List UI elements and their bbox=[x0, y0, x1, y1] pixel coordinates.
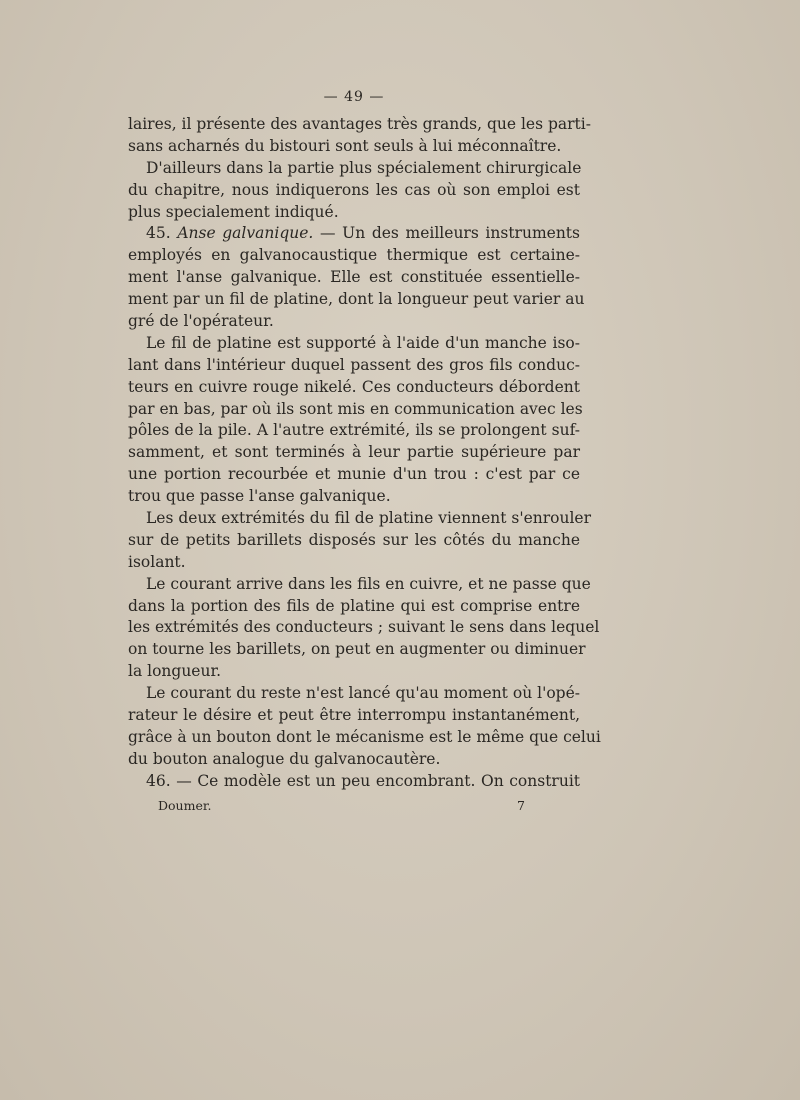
section-text: Ce modèle est un peu encombrant. On construit bbox=[197, 771, 581, 790]
text-line: ment par un fil de platine, dont la longueur peut varier au bbox=[128, 290, 585, 309]
text-line: Le courant arrive dans les fils en cuivre, et ne passe que bbox=[146, 574, 591, 593]
text-line: samment, et sont terminés à leur partie supérieure par bbox=[128, 443, 580, 462]
text-line: plus specialement indiqué. bbox=[128, 202, 339, 221]
text-line: la longueur. bbox=[128, 662, 222, 681]
text-line: par en bas, par où ils sont mis en communication avec les bbox=[128, 399, 583, 418]
text-line: Les deux extrémités du fil de platine viennent s'enrouler bbox=[146, 509, 592, 528]
text-line: lant dans l'intérieur duquel passent des gros fils conduc- bbox=[128, 355, 580, 374]
text-line: du bouton analogue du galvanocautère. bbox=[128, 749, 441, 768]
text-line: D'ailleurs dans la partie plus spécialement chirurgicale bbox=[146, 158, 582, 177]
text-line: les extrémités des conducteurs ; suivant le sens dans lequel bbox=[128, 618, 600, 637]
text-line: sur de petits barillets disposés sur les côtés du manche bbox=[128, 530, 580, 549]
text-line: Le courant du reste n'est lancé qu'au moment où l'opé- bbox=[146, 684, 580, 703]
text-line: teurs en cuivre rouge nikelé. Ces conducteurs débordent bbox=[128, 377, 580, 396]
section-heading-line bbox=[128, 223, 580, 245]
text-line: pôles de la pile. A l'autre extrémité, ils se prolongent suf- bbox=[128, 421, 580, 440]
text-line: une portion recourbée et munie d'un trou : c'est par ce bbox=[128, 465, 580, 484]
text-line: du chapitre, nous indiquerons les cas où son emploi est bbox=[128, 180, 580, 199]
text-line: trou que passe l'anse galvanique. bbox=[128, 487, 391, 506]
text-line: rateur le désire et peut être interrompu instantanément, bbox=[128, 706, 580, 725]
section-title: Anse galvanique. bbox=[177, 224, 314, 243]
footer-author: Doumer. bbox=[158, 797, 212, 813]
section-text: Un des meilleurs instruments bbox=[342, 224, 580, 243]
text-block bbox=[128, 86, 601, 817]
footer-signature: 7 bbox=[517, 797, 525, 813]
text-line: ment l'anse galvanique. Elle est constituée essentielle- bbox=[128, 268, 580, 287]
text-line: gré de l'opérateur. bbox=[128, 312, 274, 331]
section-heading-line bbox=[128, 771, 580, 793]
text-line: laires, il présente des avantages très grands, que les parti- bbox=[128, 115, 591, 133]
text-line: sans acharnés du bistouri sont seuls à lui méconnaître. bbox=[128, 136, 562, 155]
section-dash: — bbox=[319, 224, 336, 243]
text-line: dans la portion des fils de platine qui est comprise entre bbox=[128, 596, 580, 615]
section-number: 46. — bbox=[146, 771, 192, 790]
section-number: 45. bbox=[146, 224, 171, 243]
page-number: — 49 — bbox=[323, 89, 385, 105]
page-footer bbox=[128, 795, 580, 817]
text-line: employés en galvanocaustique thermique est certaine- bbox=[128, 246, 580, 265]
text-line: grâce à un bouton dont le mécanisme est le même que celui bbox=[128, 727, 601, 746]
text-line: isolant. bbox=[128, 552, 186, 571]
text-line: Le fil de platine est supporté à l'aide d'un manche iso- bbox=[146, 333, 580, 352]
text-line: on tourne les barillets, on peut en augmenter ou diminuer bbox=[128, 640, 586, 659]
